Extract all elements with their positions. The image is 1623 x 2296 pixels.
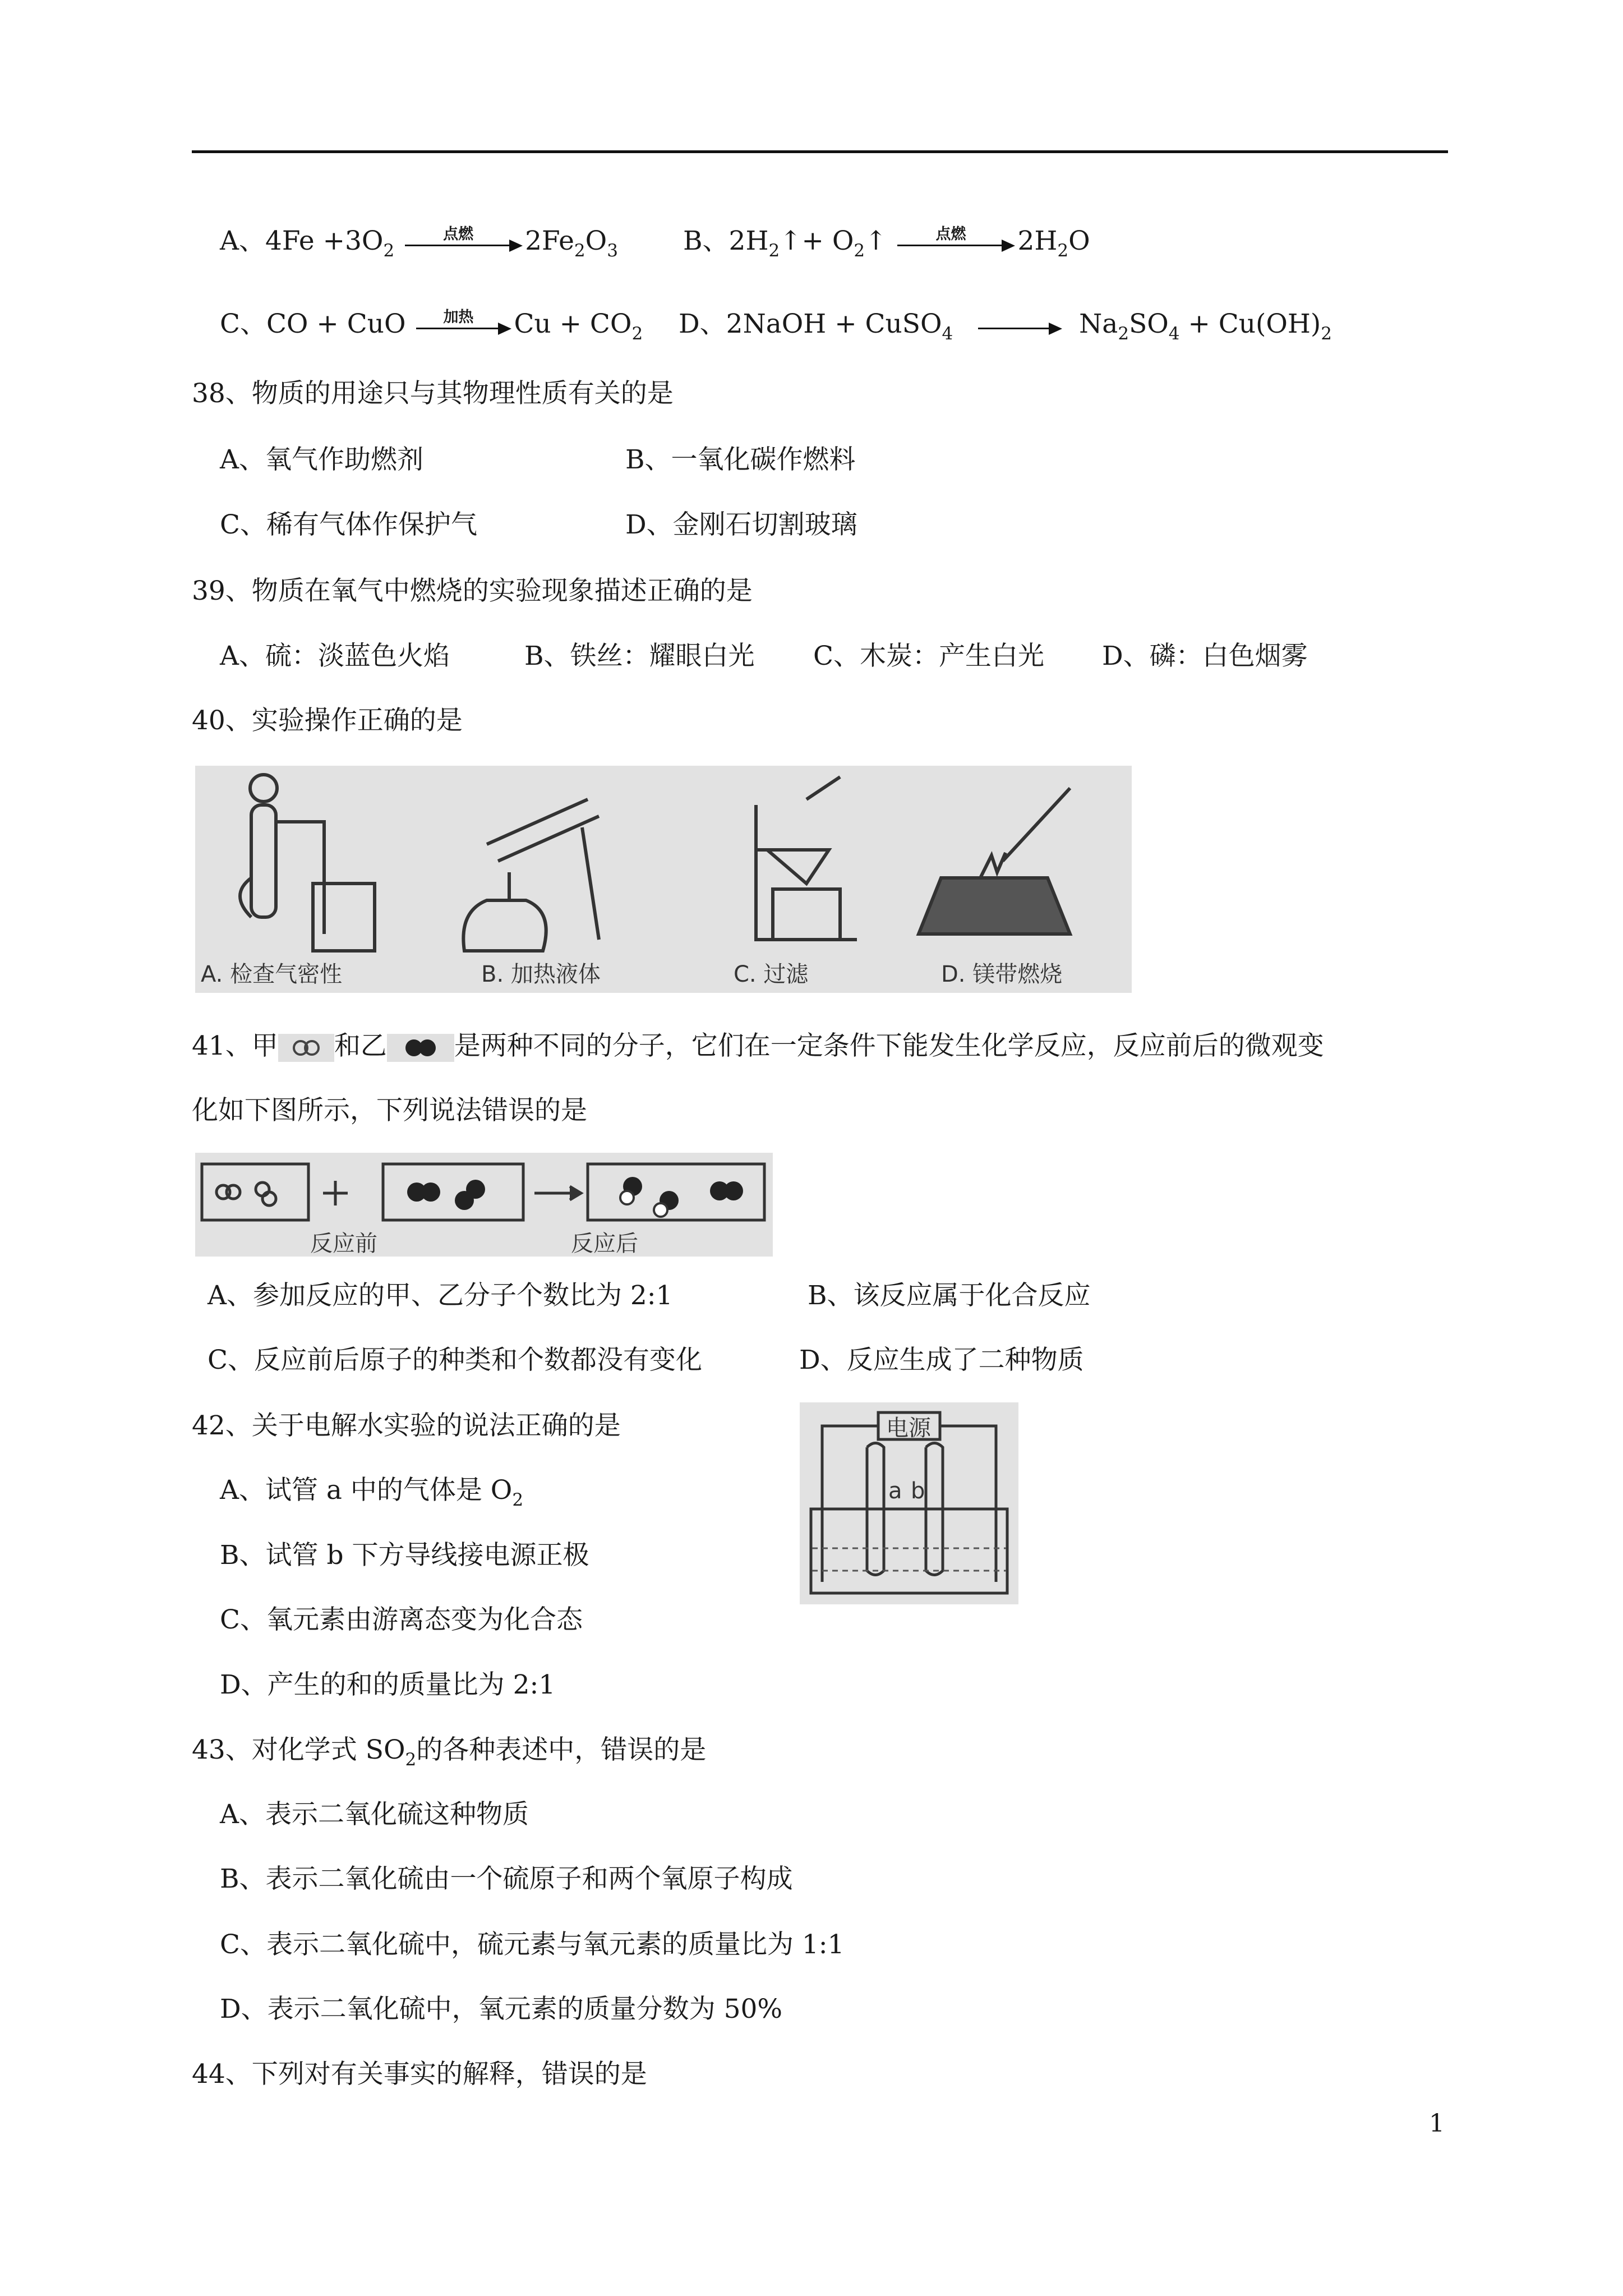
- q39-stem: 39、物质在氧气中燃烧的实验现象描述正确的是: [192, 576, 753, 606]
- q37-option-b: B、$2H_2↑+$ $O_2↑$ 点燃 $2H_2O$: [683, 226, 1090, 261]
- q38-option-b: B、一氧化碳作燃料: [625, 444, 856, 475]
- q41-option-d: D、反应生成了二种物质: [799, 1345, 1084, 1375]
- q40-label-c: C. 过滤: [734, 961, 809, 987]
- after-label: 反应后: [571, 1231, 638, 1257]
- q39-option-a: A、硫：淡蓝色火焰: [220, 641, 450, 671]
- q44-stem: 44、下列对有关事实的解释，错误的是: [192, 2059, 647, 2090]
- electrolysis-diagram: [800, 1402, 1018, 1604]
- q43-option-b: B、表示二氧化硫由一个硫原子和两个氧原子构成: [220, 1864, 793, 1894]
- q37-option-d: D、2NaOH + CuSO$_4$ $Na_2SO_4 + Cu(OH)_2$: [679, 309, 1332, 344]
- reaction-arrow: 加热: [416, 318, 511, 334]
- q43-option-a: A、表示二氧化硫这种物质: [220, 1799, 529, 1830]
- q41-option-a: A、参加反应的甲、乙分子个数比为 2:1: [208, 1280, 673, 1311]
- q39-option-b: B、铁丝：耀眼白光: [524, 641, 755, 671]
- power-source-label: 电源: [886, 1415, 931, 1441]
- q40-label-b: B. 加热液体: [481, 961, 601, 987]
- reaction-arrow: [978, 318, 1062, 334]
- q42-option-c: C、氧元素由游离态变为化合态: [220, 1604, 583, 1635]
- q42-stem: 42、关于电解水实验的说法正确的是: [192, 1410, 621, 1441]
- reaction-arrow: 点燃: [897, 234, 1015, 251]
- q43-option-c: C、表示二氧化硫中，硫元素与氧元素的质量比为 1:1: [220, 1929, 845, 1960]
- q43-stem: 43、对化学式 $SO_2$的各种表述中，错误的是: [192, 1734, 707, 1770]
- q41-option-c: C、反应前后原子的种类和个数都没有变化: [208, 1345, 702, 1375]
- q38-stem: 38、物质的用途只与其物理性质有关的是: [192, 378, 674, 409]
- molecule-yi-icon: [387, 1034, 454, 1062]
- header-rule: [192, 150, 1448, 153]
- q42-option-d: D、产生的和的质量比为 2:1: [220, 1669, 556, 1700]
- q40-apparatus-image: [195, 766, 1132, 993]
- q40-stem: 40、实验操作正确的是: [192, 705, 463, 736]
- q41-option-b: B、该反应属于化合反应: [808, 1280, 1091, 1311]
- q43-option-d: D、表示二氧化硫中，氧元素的质量分数为 50%: [220, 1994, 783, 2024]
- q42-option-b: B、试管 b 下方导线接电源正极: [220, 1540, 589, 1571]
- tube-b-label: b: [911, 1478, 925, 1504]
- page-number: 1: [1429, 2109, 1445, 2138]
- q42-option-a: A、试管 a 中的气体是 $O_2$: [220, 1475, 524, 1510]
- q41-reaction-diagram: [195, 1153, 773, 1257]
- q41-stem-line1: 41、甲 和乙 是两种不同的分子，它们在一定条件下能发生化学反应，反应前后的微观变: [192, 1030, 1324, 1061]
- q40-label-d: D. 镁带燃烧: [941, 961, 1063, 987]
- tube-a-label: a: [888, 1478, 902, 1504]
- q38-option-a: A、氧气作助燃剂: [220, 444, 423, 475]
- reaction-arrow: 点燃: [405, 234, 523, 251]
- q37-option-c: C、CO + CuO 加热 $Cu + CO_2$: [220, 309, 643, 344]
- q38-option-d: D、金刚石切割玻璃: [625, 509, 857, 540]
- before-label: 反应前: [310, 1231, 377, 1257]
- q41-stem-line2: 化如下图所示，下列说法错误的是: [192, 1095, 587, 1126]
- q38-option-c: C、稀有气体作保护气: [220, 509, 477, 540]
- q37-option-a: A、$4Fe +3O_2$ 点燃 $2Fe_2O_3$: [220, 226, 618, 261]
- q39-option-c: C、木炭：产生白光: [813, 641, 1044, 671]
- q39-option-d: D、磷：白色烟雾: [1102, 641, 1308, 671]
- q40-label-a: A. 检查气密性: [201, 961, 343, 987]
- molecule-jia-icon: [278, 1034, 334, 1062]
